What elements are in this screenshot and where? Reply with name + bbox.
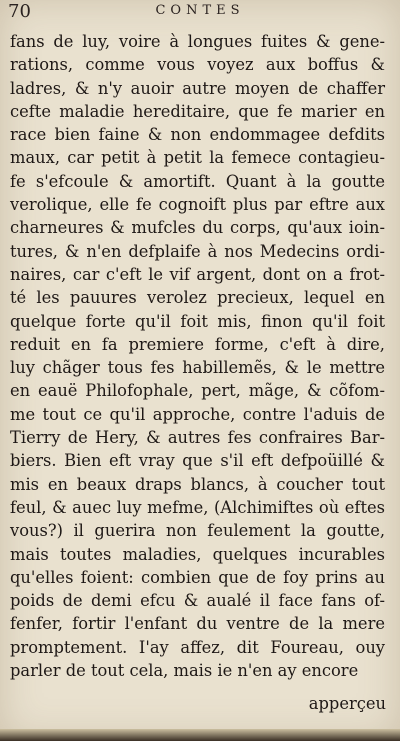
text-line: biers. Bien eft vray que s'il eft defpoüillé & <box>10 451 385 471</box>
text-line: luy chãger tous fes habillemẽs, & le mettre <box>10 358 385 378</box>
text-line: naires, car c'eft le vif argent, dont on a frot- <box>10 264 385 284</box>
text-line: me tout ce qu'il approche, contre l'aduis de <box>10 404 385 424</box>
text-line: ladres, & n'y auoir autre moyen de chaffer <box>10 78 385 98</box>
body-text <box>10 30 385 682</box>
text-line: en eauë Philofophale, pert, mãge, & cõfom- <box>10 381 385 401</box>
page-header <box>8 2 392 22</box>
page-number: 70 <box>8 1 31 22</box>
text-line: rations, comme vous voyez aux boffus & <box>10 55 385 75</box>
catchword: apperçeu <box>308 694 386 713</box>
text-line: feul, & auec luy mefme, (Alchimiftes où eftes <box>10 497 385 517</box>
text-line: tures, & n'en defplaife à nos Medecins ordi- <box>10 241 385 261</box>
text-line: cefte maladie hereditaire, que fe marier en <box>10 101 385 121</box>
text-line: fans de luy, voire à longues fuites & gene- <box>10 32 385 51</box>
text-line: fenfer, fortir l'enfant du ventre de la mere <box>10 614 385 634</box>
text-line: charneures & mufcles du corps, qu'aux ioin- <box>10 218 385 238</box>
text-line: poids de demi efcu & aualé il face fans of- <box>10 591 385 611</box>
text-line: promptement. I'ay affez, dit Foureau, ouy <box>10 637 385 657</box>
text-line: race bien faine & non endommagee defdits <box>10 125 385 145</box>
running-head: CONTES <box>155 3 245 18</box>
text-line: mis en beaux draps blancs, à coucher tout <box>10 474 385 494</box>
text-line: parler de tout cela, mais ie n'en ay encore <box>10 661 359 681</box>
text-line: verolique, elle fe cognoift plus par eftre aux <box>10 195 385 215</box>
text-line: quelque forte qu'il foit mis, finon qu'il foit <box>10 311 385 331</box>
page-edge <box>0 729 400 741</box>
text-line: Tierry de Hery, & autres fes confraires Bar- <box>10 428 385 448</box>
text-line: reduit en fa premiere forme, c'eft à dire, <box>10 334 385 354</box>
text-line: vous?) il guerira non feulement la goutte, <box>10 521 385 541</box>
text-line: mais toutes maladies, quelques incurables <box>10 544 385 564</box>
text-line: maux, car petit à petit la femece contagieu- <box>10 148 385 168</box>
text-line: fe s'efcoule & amortift. Quant à la goutte <box>10 171 385 191</box>
text-line: qu'elles foient: combien que de foy prins au <box>10 567 385 587</box>
text-line: té les pauures verolez precieux, lequel en <box>10 288 385 308</box>
